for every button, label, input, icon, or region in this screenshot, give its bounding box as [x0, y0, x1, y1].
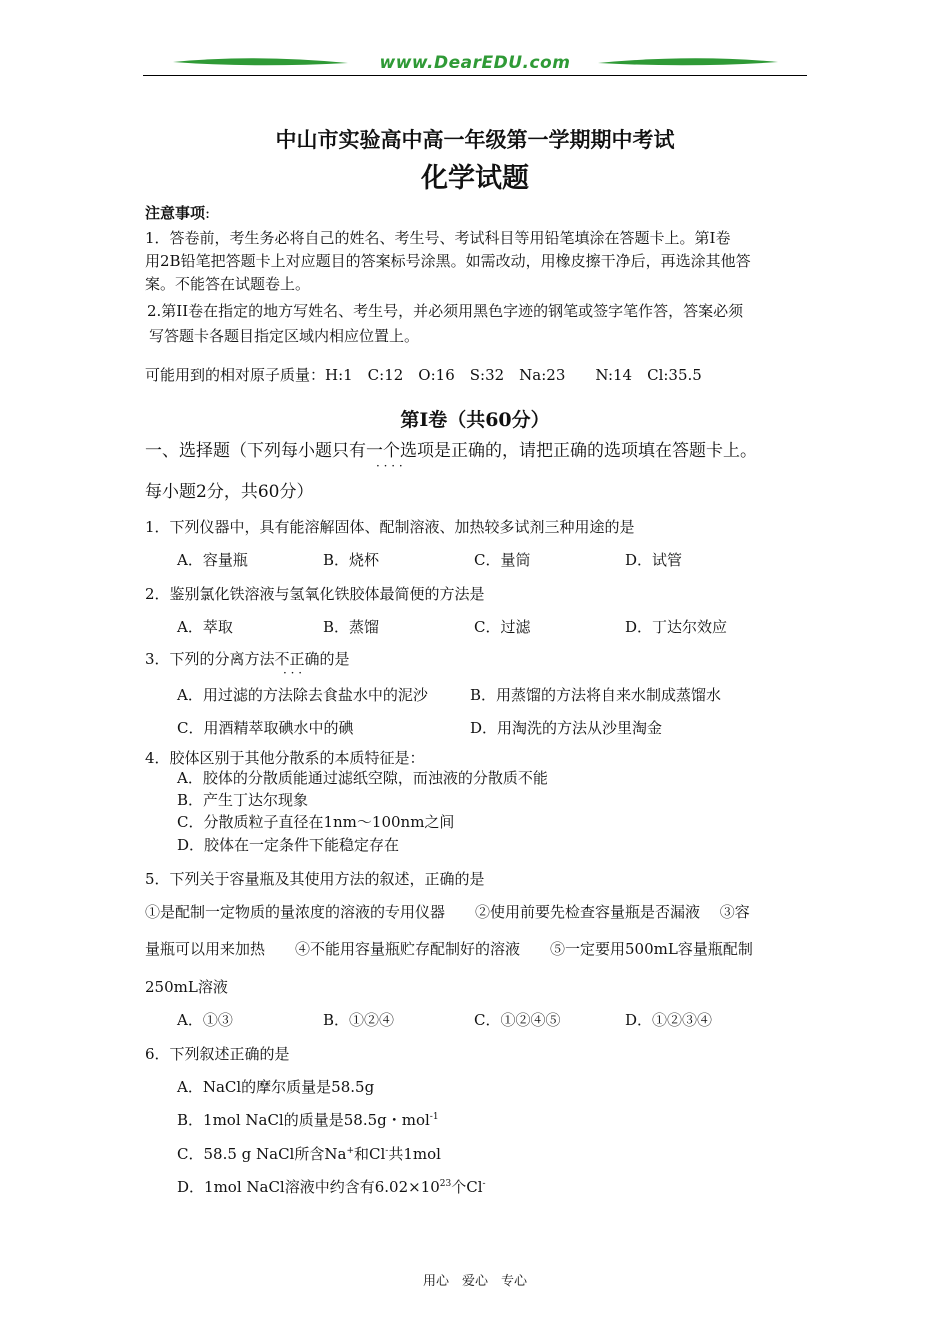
q1-stem: 1．下列仪器中，具有能溶解固体、配制溶液、加热较多试剂三种用途的是: [145, 518, 635, 536]
emphasis-dots: · · · ·: [376, 459, 403, 473]
emphasis-dots: · · ·: [283, 666, 303, 680]
q2-option-d: D．丁达尔效应: [625, 618, 728, 636]
q3-stem: 3．下列的分离方法不正确的是: [145, 650, 350, 668]
notice-line-1: 1．答卷前，考生务必将自己的姓名、考生号、考试科目等用铅笔填涂在答题卡上。第Ⅰ卷: [145, 229, 731, 247]
notice-line-5: 写答题卡各题目指定区域内相应位置上。: [149, 327, 420, 345]
q5-option-d: D．①②③④: [625, 1011, 713, 1029]
q3-option-d: D．用淘洗的方法从沙里淘金: [470, 719, 663, 737]
q1-option-a: A．容量瓶: [177, 551, 248, 569]
q1-option-d: D．试管: [625, 551, 683, 569]
q4-option-b: B．产生丁达尔现象: [177, 791, 309, 809]
q2-option-c: C．过滤: [474, 618, 531, 636]
q5-option-a: A．①③: [177, 1011, 233, 1029]
q6-option-c: C．58.5 g NaCl所含Na+和Cl-共1mol: [177, 1145, 441, 1163]
section-intro-line-1: 一、选择题（下列每小题只有一个选项是正确的，请把正确的选项填在答题卡上。: [145, 441, 757, 461]
header-rule: [143, 75, 807, 76]
q4-option-a: A．胶体的分散质能通过滤纸空隙，而浊液的分散质不能: [177, 769, 548, 787]
q6-option-a: A．NaCl的摩尔质量是58.5g: [177, 1078, 375, 1096]
q5-option-c: C．①②④⑤: [474, 1011, 561, 1029]
q6-option-d: D．1mol NaCl溶液中约含有$6.02\times 10^{23}$个Cl-: [177, 1178, 486, 1196]
q5-stem: 5．下列关于容量瓶及其使用方法的叙述，正确的是: [145, 870, 485, 888]
q5-body-line-1: ①是配制一定物质的量浓度的溶液的专用仪器 ②使用前要先检查容量瓶是否漏液 ③容: [145, 903, 750, 921]
q5-body-line-3: 250mL溶液: [145, 978, 228, 996]
section-intro-line-2: 每小题2分，共60分）: [145, 482, 314, 502]
q6-stem: 6．下列叙述正确的是: [145, 1045, 290, 1063]
notice-line-4: 2.第II卷在指定的地方写姓名、考生号，并必须用黑色字迹的钢笔或签字笔作答，答案必须: [147, 302, 744, 320]
atomic-masses: 可能用到的相对原子质量：H:1 C:12 O:16 S:32 Na:23 N:14 Cl:35.5: [145, 366, 702, 384]
notice-line-3: 案。不能答在试题卷上。: [145, 275, 311, 293]
q6-option-b: B．1mol NaCl的质量是58.5g・mol$^{-1}$: [177, 1111, 439, 1129]
q2-stem: 2．鉴别氯化铁溶液与氢氧化铁胶体最简便的方法是: [145, 585, 485, 603]
q3-option-a: A．用过滤的方法除去食盐水中的泥沙: [177, 686, 428, 704]
q4-stem: 4．胶体区别于其他分散系的本质特征是：: [145, 749, 425, 767]
q4-option-c: C．分散质粒子直径在1nm～100nm之间: [177, 813, 455, 831]
q2-option-a: A．萃取: [177, 618, 233, 636]
notice-heading: 注意事项:: [145, 204, 211, 222]
q2-option-b: B．蒸馏: [323, 618, 380, 636]
q1-option-c: C．量筒: [474, 551, 531, 569]
q3-option-c: C．用酒精萃取碘水中的碘: [177, 719, 354, 737]
q4-option-d: D．胶体在一定条件下能稳定存在: [177, 836, 400, 854]
q5-option-b: B．①②④: [323, 1011, 395, 1029]
q5-body-line-2: 量瓶可以用来加热 ④不能用容量瓶贮存配制好的溶液 ⑤一定要用500mL容量瓶配制: [145, 940, 753, 958]
exam-title: 中山市实验高中高一年级第一学期期中考试: [275, 127, 675, 152]
section-title: 第Ⅰ卷（共60分）: [400, 409, 550, 431]
q1-option-b: B．烧杯: [323, 551, 380, 569]
q3-option-b: B．用蒸馏的方法将自来水制成蒸馏水: [470, 686, 722, 704]
page-footer: 用心 爱心 专心: [422, 1274, 527, 1289]
site-logo-text: www.DearEDU.com: [379, 53, 571, 73]
notice-line-2: 用2B铅笔把答题卡上对应题目的答案标号涂黑。如需改动，用橡皮擦干净后，再选涂其他答: [145, 252, 751, 270]
exam-subject-title: 化学试题: [421, 163, 529, 194]
